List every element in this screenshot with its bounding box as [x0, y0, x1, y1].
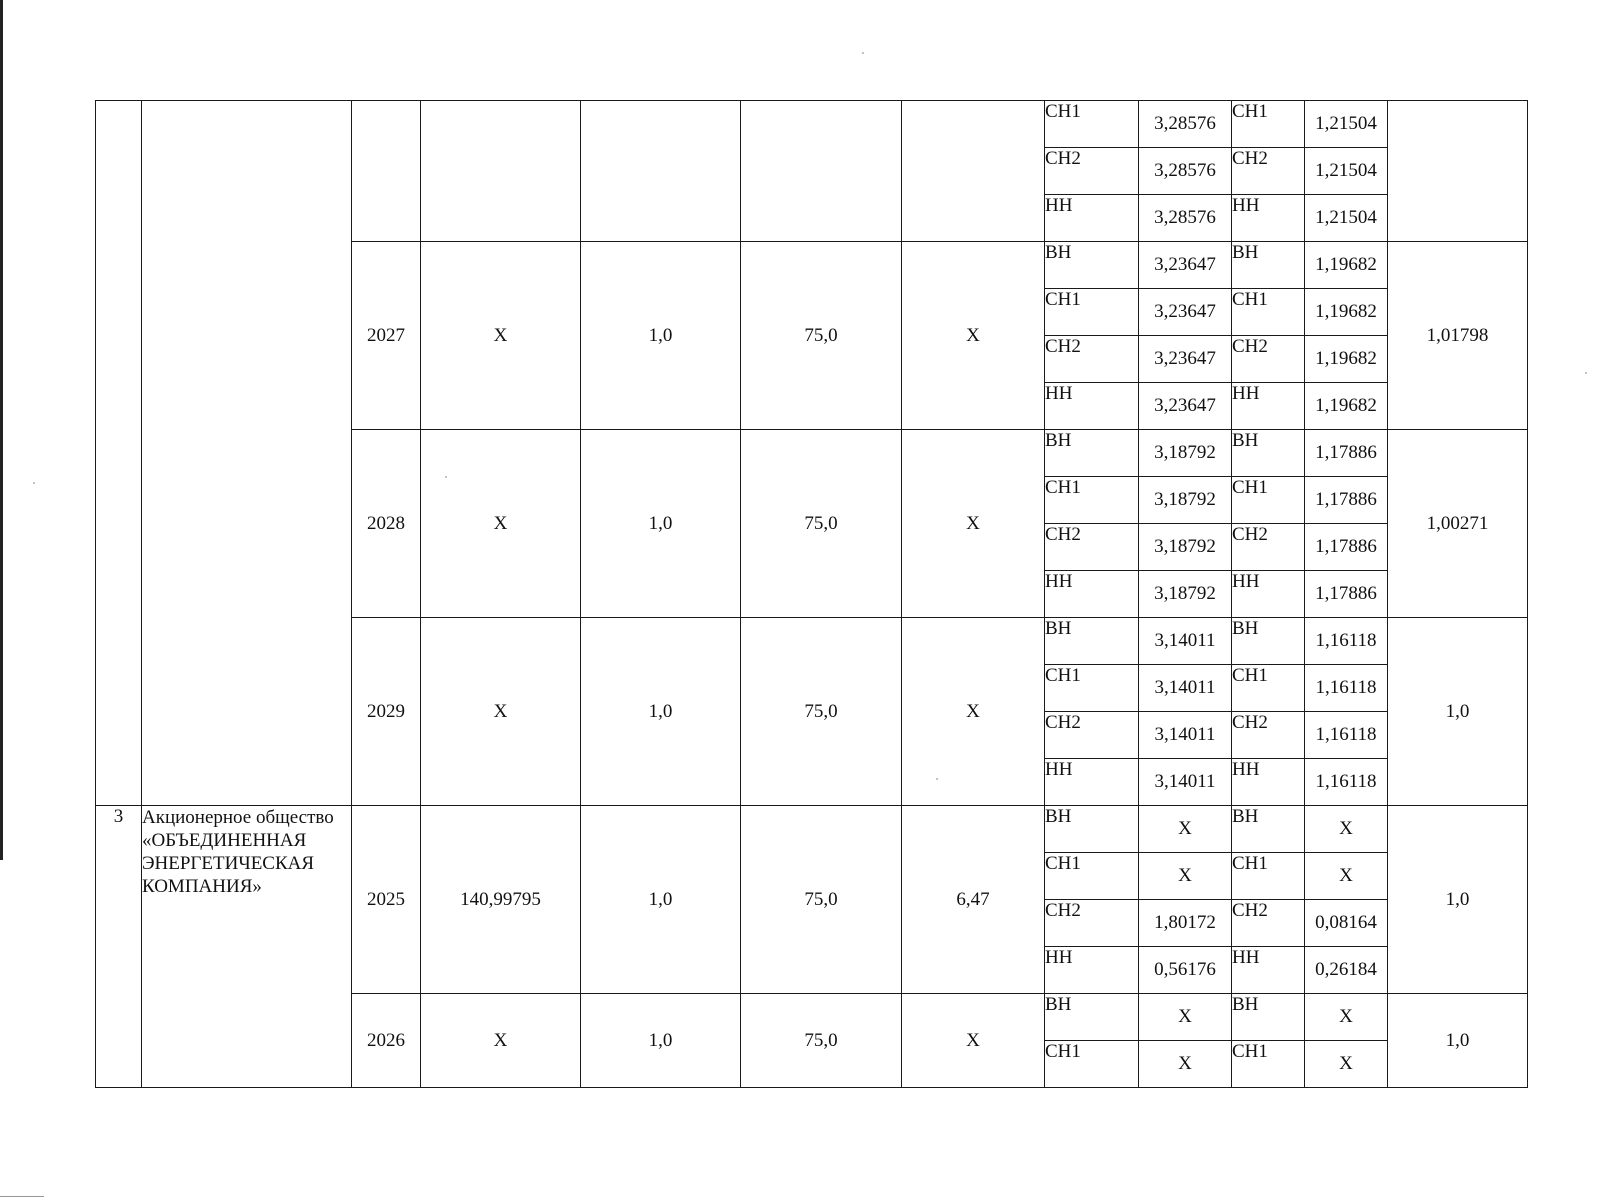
coefficient-cell: 1,01798 [1388, 242, 1528, 430]
voltage-level-cell: ВН [1045, 994, 1139, 1041]
coefficient-cell [1388, 101, 1528, 242]
value-cell: 6,47 [902, 806, 1045, 994]
voltage-level-cell: СН2 [1232, 524, 1305, 571]
table-row [96, 101, 1528, 148]
voltage-level-cell: ВН [1232, 430, 1305, 477]
voltage-level-cell: СН2 [1232, 900, 1305, 947]
year-cell: 2028 [352, 430, 421, 618]
voltage-level-cell: ВН [1045, 806, 1139, 853]
voltage-level-cell: НН [1232, 383, 1305, 430]
value-cell: X [421, 618, 581, 806]
value-cell: 75,0 [741, 806, 902, 994]
year-cell: 2026 [352, 994, 421, 1088]
year-cell [352, 101, 421, 242]
value-cell: 75,0 [741, 994, 902, 1088]
voltage-level-cell: ВН [1232, 618, 1305, 665]
voltage-level-cell: НН [1232, 195, 1305, 242]
coefficient-cell: 1,00271 [1388, 430, 1528, 618]
voltage-level-cell: СН2 [1045, 524, 1139, 571]
value-cell: X [421, 994, 581, 1088]
voltage-level-cell: СН2 [1045, 712, 1139, 759]
rate-value-cell: 0,26184 [1305, 947, 1388, 994]
year-cell: 2029 [352, 618, 421, 806]
organization-cell [142, 101, 352, 806]
voltage-level-cell: СН1 [1045, 1041, 1139, 1088]
rate-value-cell: X [1139, 994, 1232, 1041]
value-cell: X [421, 430, 581, 618]
voltage-level-cell: СН2 [1045, 148, 1139, 195]
scan-left-edge [0, 0, 3, 860]
rate-value-cell: X [1139, 1041, 1232, 1088]
voltage-level-cell: ВН [1045, 242, 1139, 289]
voltage-level-cell: СН1 [1232, 289, 1305, 336]
value-cell: 1,0 [581, 994, 741, 1088]
row-number-cell: 3 [96, 806, 142, 1088]
rate-value-cell: 1,19682 [1305, 336, 1388, 383]
rate-value-cell: 0,56176 [1139, 947, 1232, 994]
rate-value-cell: 1,16118 [1305, 759, 1388, 806]
voltage-level-cell: НН [1045, 759, 1139, 806]
value-cell: X [902, 618, 1045, 806]
value-cell: 1,0 [581, 618, 741, 806]
voltage-level-cell: ВН [1045, 618, 1139, 665]
rate-value-cell: X [1305, 806, 1388, 853]
value-cell [581, 101, 741, 242]
voltage-level-cell: СН1 [1232, 477, 1305, 524]
voltage-level-cell: СН1 [1045, 665, 1139, 712]
rate-value-cell: 1,80172 [1139, 900, 1232, 947]
rate-value-cell: 3,14011 [1139, 665, 1232, 712]
value-cell [421, 101, 581, 242]
voltage-level-cell: ВН [1232, 806, 1305, 853]
voltage-level-cell: СН1 [1045, 101, 1139, 148]
value-cell: X [902, 242, 1045, 430]
rate-value-cell: 3,23647 [1139, 242, 1232, 289]
row-number-cell [96, 101, 142, 806]
year-cell: 2025 [352, 806, 421, 994]
rate-value-cell: 1,19682 [1305, 242, 1388, 289]
value-cell: X [902, 430, 1045, 618]
rate-value-cell: 1,21504 [1305, 101, 1388, 148]
rate-value-cell: 1,16118 [1305, 712, 1388, 759]
value-cell: 1,0 [581, 430, 741, 618]
coefficient-cell: 1,0 [1388, 806, 1528, 994]
rate-value-cell: X [1305, 853, 1388, 900]
coefficient-cell: 1,0 [1388, 994, 1528, 1088]
voltage-level-cell: СН1 [1045, 289, 1139, 336]
voltage-level-cell: СН1 [1232, 853, 1305, 900]
voltage-level-cell: СН2 [1232, 148, 1305, 195]
value-cell: 75,0 [741, 430, 902, 618]
rate-value-cell: X [1139, 853, 1232, 900]
rate-value-cell: 0,08164 [1305, 900, 1388, 947]
rate-value-cell: 3,28576 [1139, 101, 1232, 148]
rate-value-cell: 3,23647 [1139, 336, 1232, 383]
rate-value-cell: 1,19682 [1305, 289, 1388, 336]
voltage-level-cell: СН2 [1232, 712, 1305, 759]
rate-value-cell: 3,14011 [1139, 618, 1232, 665]
voltage-level-cell: СН2 [1045, 900, 1139, 947]
voltage-level-cell: НН [1045, 947, 1139, 994]
rate-value-cell: 3,14011 [1139, 712, 1232, 759]
rate-value-cell: 1,17886 [1305, 477, 1388, 524]
rate-value-cell: 1,17886 [1305, 430, 1388, 477]
voltage-level-cell: СН2 [1232, 336, 1305, 383]
rate-value-cell: X [1139, 806, 1232, 853]
voltage-level-cell: СН1 [1232, 1041, 1305, 1088]
scan-dot [1585, 372, 1587, 374]
rate-value-cell: 1,17886 [1305, 571, 1388, 618]
rate-value-cell: 1,21504 [1305, 148, 1388, 195]
table-row [96, 806, 1528, 853]
rate-value-cell: 1,17886 [1305, 524, 1388, 571]
rate-value-cell: 1,16118 [1305, 618, 1388, 665]
tariff-table [95, 100, 1528, 1088]
rate-value-cell: 3,18792 [1139, 524, 1232, 571]
scan-dot [862, 52, 864, 54]
voltage-level-cell: ВН [1045, 430, 1139, 477]
value-cell: X [421, 242, 581, 430]
year-cell: 2027 [352, 242, 421, 430]
voltage-level-cell: ВН [1232, 994, 1305, 1041]
rate-value-cell: 3,18792 [1139, 571, 1232, 618]
value-cell: 1,0 [581, 806, 741, 994]
rate-value-cell: 1,19682 [1305, 383, 1388, 430]
value-cell: 1,0 [581, 242, 741, 430]
voltage-level-cell: ВН [1232, 242, 1305, 289]
rate-value-cell: 1,16118 [1305, 665, 1388, 712]
voltage-level-cell: НН [1232, 571, 1305, 618]
voltage-level-cell: НН [1232, 947, 1305, 994]
value-cell: 75,0 [741, 242, 902, 430]
rate-value-cell: X [1305, 994, 1388, 1041]
rate-value-cell: 3,23647 [1139, 289, 1232, 336]
voltage-level-cell: НН [1232, 759, 1305, 806]
value-cell [902, 101, 1045, 242]
value-cell: X [902, 994, 1045, 1088]
rate-value-cell: 3,28576 [1139, 195, 1232, 242]
rate-value-cell: 3,18792 [1139, 477, 1232, 524]
voltage-level-cell: СН2 [1045, 336, 1139, 383]
voltage-level-cell: СН1 [1232, 101, 1305, 148]
voltage-level-cell: СН1 [1045, 853, 1139, 900]
scan-footer-mark [0, 1196, 44, 1197]
voltage-level-cell: НН [1045, 571, 1139, 618]
scan-dot [33, 482, 35, 484]
rate-value-cell: 3,18792 [1139, 430, 1232, 477]
rate-value-cell: 3,28576 [1139, 148, 1232, 195]
voltage-level-cell: НН [1045, 383, 1139, 430]
organization-cell: Акционерное общество «ОБЪЕДИНЕННАЯ ЭНЕРГЕТИЧЕСКАЯ КОМПАНИЯ» [142, 806, 352, 1088]
voltage-level-cell: СН1 [1232, 665, 1305, 712]
rate-value-cell: X [1305, 1041, 1388, 1088]
coefficient-cell: 1,0 [1388, 618, 1528, 806]
voltage-level-cell: СН1 [1045, 477, 1139, 524]
value-cell: 75,0 [741, 618, 902, 806]
rate-value-cell: 3,23647 [1139, 383, 1232, 430]
value-cell [741, 101, 902, 242]
value-cell: 140,99795 [421, 806, 581, 994]
rate-value-cell: 3,14011 [1139, 759, 1232, 806]
rate-value-cell: 1,21504 [1305, 195, 1388, 242]
voltage-level-cell: НН [1045, 195, 1139, 242]
